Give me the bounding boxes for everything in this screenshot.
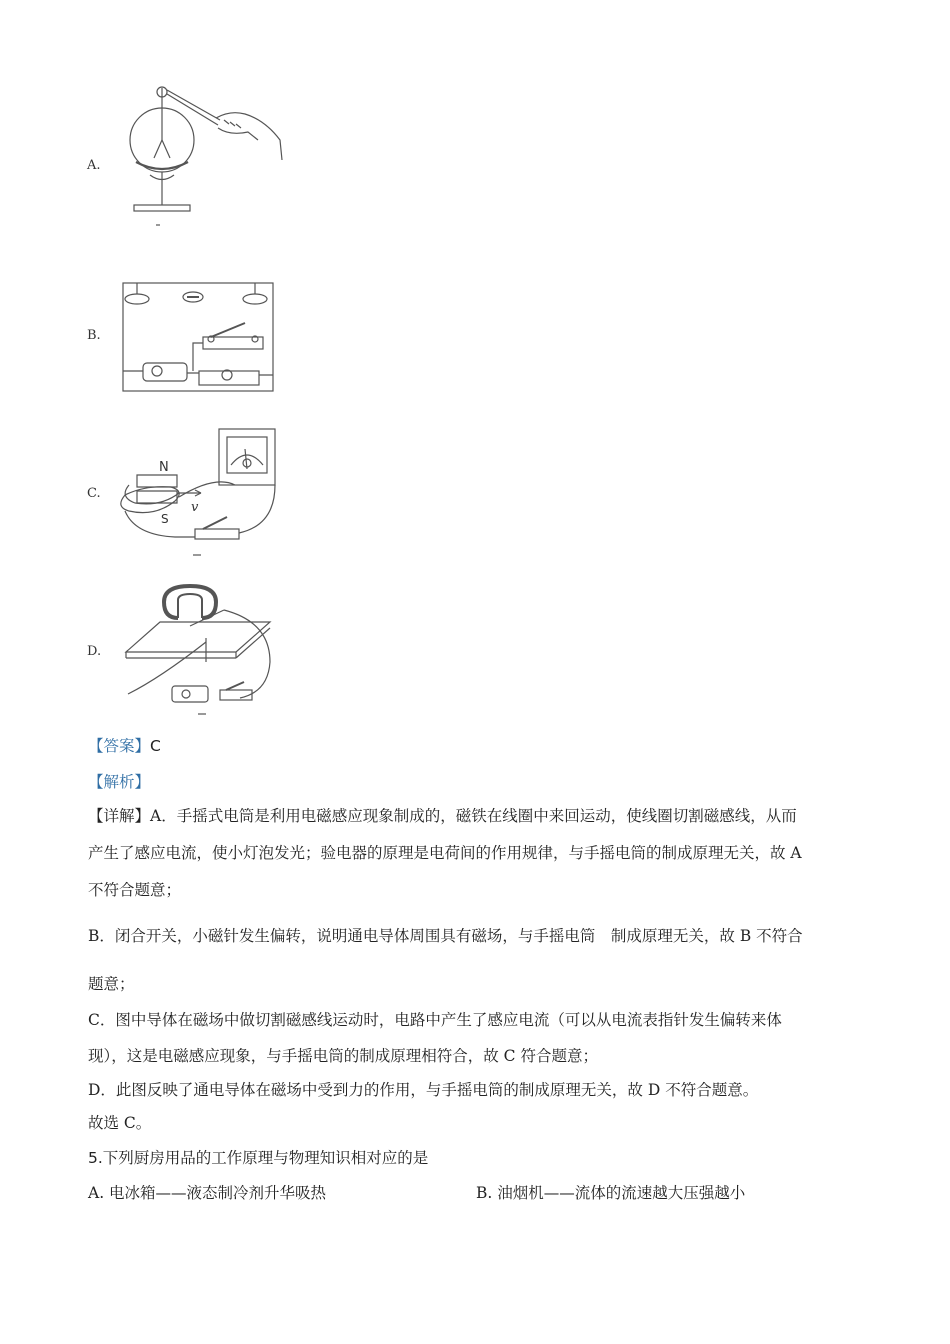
detail-line-2: 产生了感应电流，使小灯泡发光；验电器的原理是电荷间的作用规律，与手摇电筒的制成原理无关，故 A <box>88 844 802 862</box>
detail-line-3: 不符合题意； <box>88 881 182 899</box>
option-label-d: D. <box>87 644 102 659</box>
figure-c-north-letter: N <box>159 460 169 475</box>
detail-line-1-text: A．手摇式电筒是利用电磁感应现象制成的，磁铁在线圈中来回运动，使线圈切割磁感线，从而 <box>150 807 797 825</box>
question-5-number: 5. <box>88 1149 103 1167</box>
detail-c-line-1: C．图中导体在磁场中做切割磁感线运动时，电路中产生了感应电流（可以从电流表指针发生偏转来体 <box>88 1011 782 1029</box>
detail-tag: 【详解】 <box>88 807 151 825</box>
question-5-option-b: B. 油烟机——流体的流速越大压强越小 <box>476 1184 746 1202</box>
option-label-a: A. <box>87 158 101 173</box>
figure-c-south-letter: S <box>161 512 169 526</box>
figure-c-induction <box>115 425 285 560</box>
question-5-option-a: A. 电冰箱——液态制冷剂升华吸热 <box>88 1184 327 1202</box>
detail-d-line: D．此图反映了通电导体在磁场中受到力的作用，与手摇电筒的制成原理无关，故 D 不符合题意。 <box>88 1081 759 1099</box>
question-5-stem: 下列厨房用品的工作原理与物理知识相对应的是 <box>102 1149 429 1167</box>
detail-conclusion: 故选 C。 <box>88 1114 152 1132</box>
answer-tag: 【答案】 <box>88 737 151 755</box>
figure-a-electroscope <box>120 80 290 230</box>
answer-value: C <box>150 737 161 755</box>
answer-line <box>88 736 161 756</box>
detail-line-1 <box>88 806 797 826</box>
figure-b-circuit <box>115 275 285 400</box>
question-5-stem-line <box>88 1148 428 1168</box>
figure-c-velocity-letter: v <box>191 500 199 515</box>
detail-b-line-2: 题意； <box>88 975 135 993</box>
detail-b-line-1: B．闭合开关，小磁针发生偏转，说明通电导体周围具有磁场，与手摇电筒 制成原理无关，故 B 不符合 <box>88 927 803 945</box>
detail-c-line-2: 现），这是电磁感应现象，与手摇电筒的制成原理相符合，故 C 符合题意； <box>88 1047 598 1065</box>
figure-d-motor-effect <box>120 582 280 717</box>
analysis-tag: 【解析】 <box>88 773 151 791</box>
option-label-b: B. <box>87 328 101 343</box>
option-label-c: C. <box>87 486 101 501</box>
